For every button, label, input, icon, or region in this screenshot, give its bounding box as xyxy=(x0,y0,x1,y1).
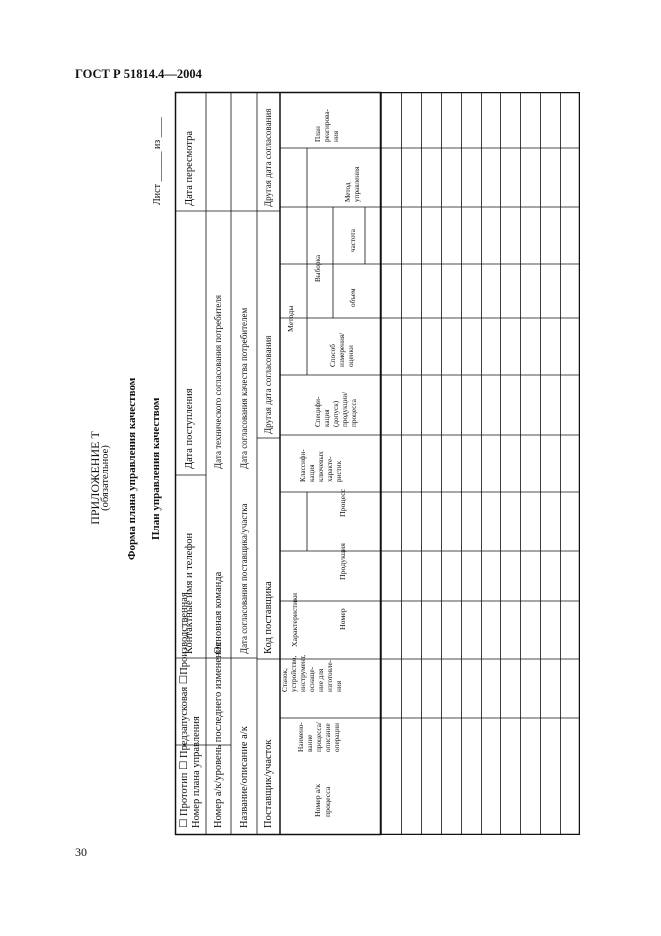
col-process-name: Наимено-ваниепроцесса/описаниеоперации xyxy=(297,722,341,752)
col-methods: Методы xyxy=(286,305,295,332)
control-plan-form xyxy=(175,92,381,835)
col-reaction-plan: Планреагирова-ния xyxy=(314,109,340,142)
plan-type-options: ☐ Прототип ☐ Предзапусковая ☐Производственная xyxy=(179,592,190,828)
part-name-label: Название/описание а/к xyxy=(239,726,250,828)
col-characteristics: Характеристики xyxy=(290,592,299,647)
col-control-method: Методуправления xyxy=(344,166,361,202)
col-measure-method: Способизмерения/оценки xyxy=(329,332,355,367)
col-spec: Специфи-кация(допуск)продукции/процесса xyxy=(314,391,358,427)
received-date-label: Дата поступления xyxy=(184,388,195,469)
rows-border xyxy=(381,93,580,835)
appendix-subtitle: (обязательное) xyxy=(100,445,111,511)
col-machine: Станок,устройство,инструмент,оснаще-ние дляизготовле-ния xyxy=(281,654,343,692)
tech-approval-label: Дата технического согласования потребителя xyxy=(213,294,223,469)
col-sample-frequency: частота xyxy=(349,229,357,252)
plan-title: План управления качеством xyxy=(150,397,162,540)
appendix-title: ПРИЛОЖЕНИЕ Т xyxy=(88,431,102,525)
last-change-label: Номер а/к/уровень последнего изменения xyxy=(213,641,224,828)
other-approval-label: Другая дата согласования xyxy=(263,108,273,207)
review-date-label: Дата пересмотра xyxy=(184,130,195,206)
quality-approval-label: Дата согласования качества потребителем xyxy=(239,307,249,469)
table-text-layer xyxy=(175,92,381,835)
col-part-process-number: Номер а/кпроцесса xyxy=(313,783,332,817)
col-char-product: Продукция xyxy=(338,543,347,580)
supplier-code-label: Код поставщика xyxy=(263,581,274,654)
core-team-label: Основная команда xyxy=(213,571,224,654)
data-rows-grid xyxy=(381,92,580,835)
contact-label: Контактные имя и телефон xyxy=(184,532,195,654)
document-code: ГОСТ Р 51814.4—2004 xyxy=(75,67,202,81)
supplier-label: Поставщик/участок xyxy=(263,739,274,828)
col-sample-size: объем xyxy=(349,288,357,307)
col-key-classification: Классифи-кацияключевыххаракте-ристик xyxy=(299,449,343,482)
col-sample: Выборка xyxy=(314,254,322,282)
form-title: Форма плана управления качеством xyxy=(126,377,138,560)
plan-number-label: Номер плана управления xyxy=(191,716,202,828)
col-char-process: Процесс xyxy=(338,488,347,517)
supplier-approval-label: Дата согласования поставщика/участка xyxy=(239,503,249,654)
other-approval-label: Другая дата согласования xyxy=(263,335,273,434)
data-rows-area xyxy=(381,92,580,835)
page-number: 30 xyxy=(75,845,87,859)
sheet-label: Лист ______ из ____ xyxy=(152,117,163,205)
col-char-number: Номер xyxy=(338,608,347,630)
